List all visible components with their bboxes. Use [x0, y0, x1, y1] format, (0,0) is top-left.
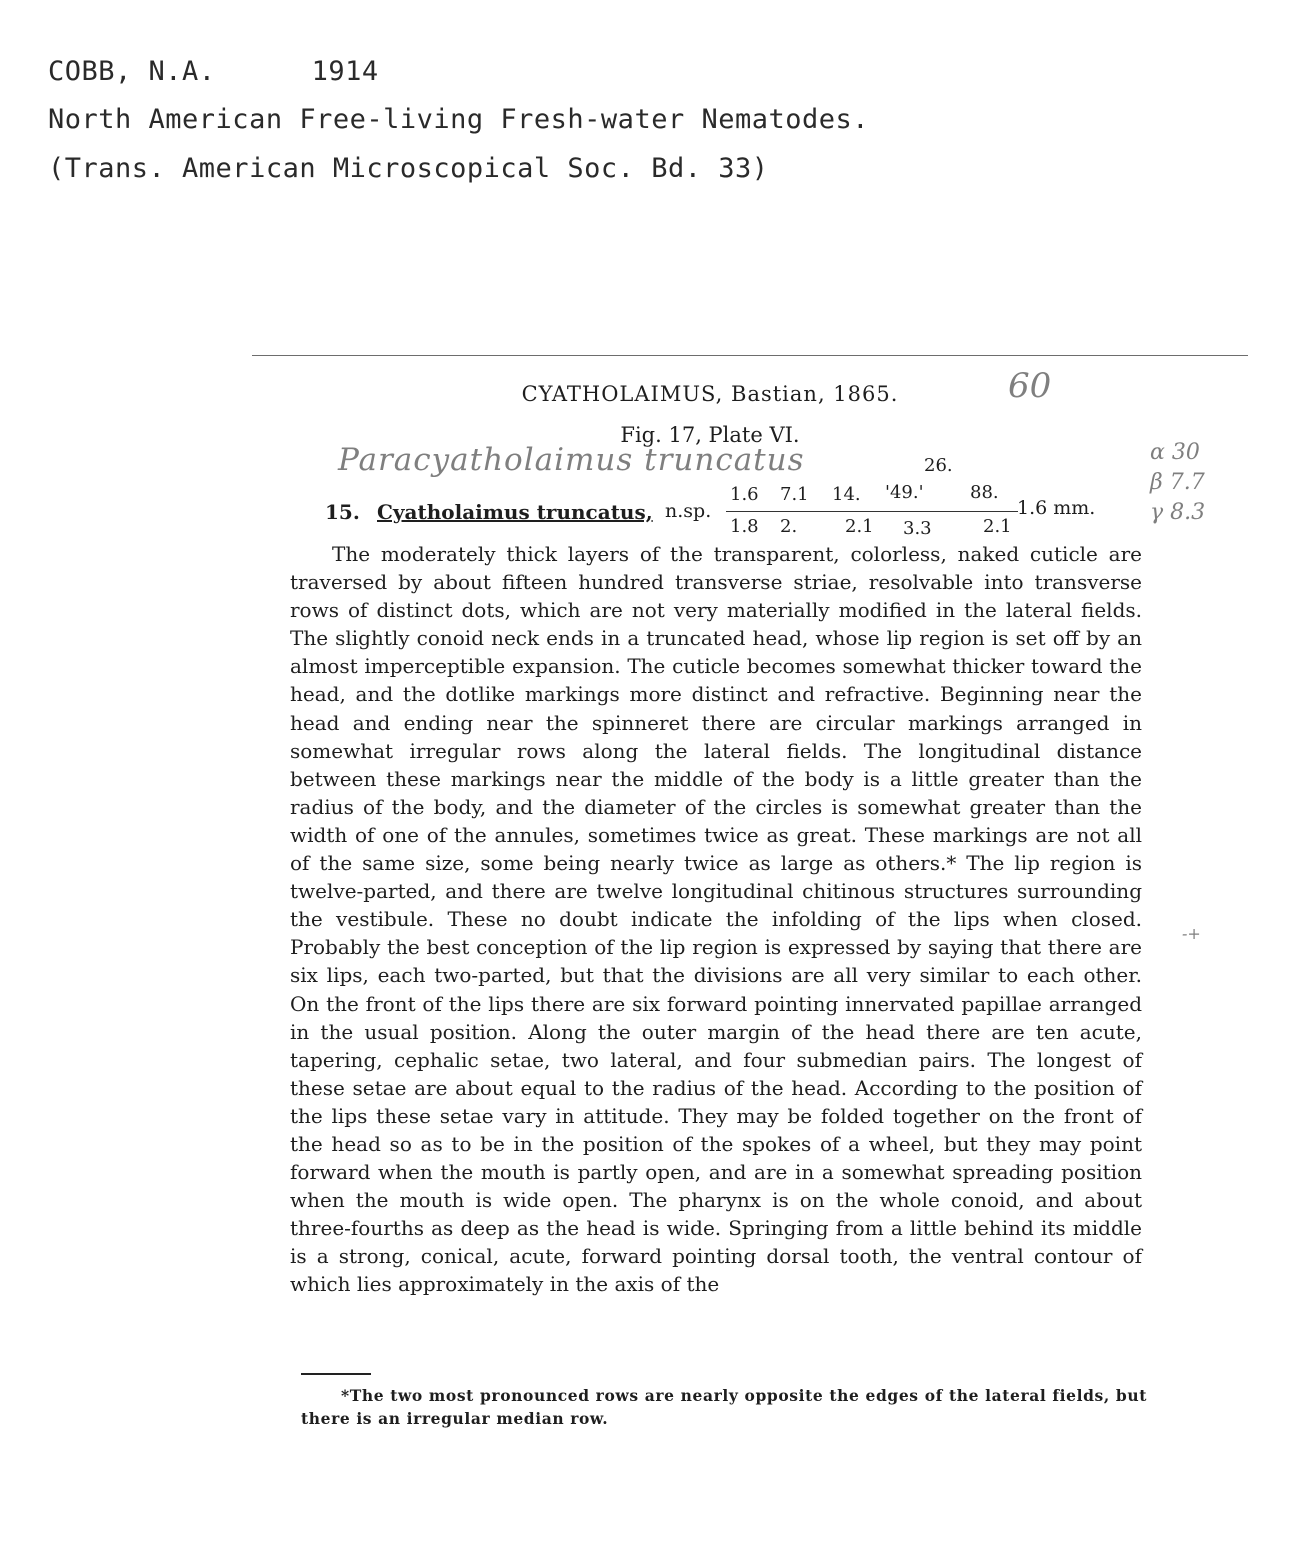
footnote: *The two most pronounced rows are nearly opposite the edges of the lateral fields, but there is an irregular median row.: [301, 1386, 1147, 1428]
handwritten-ratio-c: γ 8.3: [1150, 500, 1206, 525]
formula-bottom-2: 2.: [780, 516, 798, 537]
handwritten-page-number: 60: [1008, 366, 1052, 406]
formula-bottom-4: 3.3: [903, 518, 932, 539]
top-rule: [252, 355, 1248, 356]
formula-super-note: 26.: [924, 455, 953, 476]
formula-fraction-line: [726, 511, 1018, 512]
article-title: North American Free-living Fresh-water Nematodes.: [48, 104, 870, 135]
description-body: [290, 540, 1142, 1299]
species-number: 15.: [325, 500, 360, 524]
species-status: n.sp.: [665, 500, 712, 522]
formula-top-3: 14.: [832, 484, 861, 505]
formula-total-length: 1.6 mm.: [1017, 497, 1096, 519]
formula-top-2: 7.1: [780, 484, 809, 505]
genus-heading: CYATHOLAIMUS, Bastian, 1865.: [521, 382, 899, 406]
handwritten-ratio-b: β 7.7: [1150, 470, 1205, 495]
figure-reference: Fig. 17, Plate VI.: [620, 423, 800, 447]
source-journal: (Trans. American Microscopical Soc. Bd. 33): [48, 153, 769, 184]
species-name: Cyatholaimus truncatus,: [377, 500, 653, 524]
handwritten-species-name: Paracyatholaimus truncatus: [338, 442, 805, 478]
description-paragraph: The moderately thick layers of the transparent, colorless, naked cuticle are traversed by about fifteen hundred transverse striae, resolvable into transverse rows of distinct dots, which are not very materially modified in the lateral fields. The slightly conoid neck ends in a truncated head, whose lip region is set off by an almost imperceptible expansion. The cuticle becomes somewhat thicker toward the head, and the dotlike markings more distinct and refractive. Beginning near the head and ending near the spinneret there are circular markings arranged in somewhat irregular rows along the lateral fields. The longitudinal distance between these markings near the middle of the body is a little greater than the radius of the body, and the diameter of the circles is somewhat greater than the width of one of the annules, sometimes twice as great. These markings are not all of the same size, some being nearly twice as large as others.* The lip region is twelve-parted, and there are twelve longitudinal chitinous structures surrounding the vestibule. These no doubt indicate the infolding of the lips when closed. Probably the best conception of the lip region is expressed by saying that there are six lips, each two-parted, but that the divisions are all very similar to each other. On the front of the lips there are six forward pointing innervated papillae arranged in the usual position. Along the outer margin of the head there are ten acute, tapering, cephalic setae, two lateral, and four submedian pairs. The longest of these setae are about equal to the radius of the head. According to the position of the lips these setae vary in attitude. They may be folded together on the front of the head so as to be in the position of the spokes of a wheel, but they may point forward when the mouth is partly open, and are in a somewhat spreading position when the mouth is wide open. The pharynx is on the whole conoid, and about three-fourths as deep as the head is wide. Springing from a little behind its middle is a strong, conical, acute, forward pointing dorsal tooth, the ventral contour of which lies approximately in the axis of the: [290, 542, 1142, 1297]
formula-top-4: '49.': [885, 482, 924, 503]
author: COBB, N.A.: [48, 56, 216, 87]
year: 1914: [311, 56, 379, 87]
formula-bottom-1: 1.8: [730, 516, 759, 537]
formula-bottom-3: 2.1: [845, 516, 874, 537]
formula-top-1: 1.6: [730, 484, 759, 505]
handwritten-margin-mark: -+: [1182, 924, 1201, 943]
footnote-rule: [301, 1373, 371, 1375]
formula-top-5: 88.: [970, 482, 999, 503]
author-line: [48, 56, 379, 87]
formula-bottom-5: 2.1: [983, 516, 1012, 537]
handwritten-ratio-a: α 30: [1150, 440, 1200, 465]
